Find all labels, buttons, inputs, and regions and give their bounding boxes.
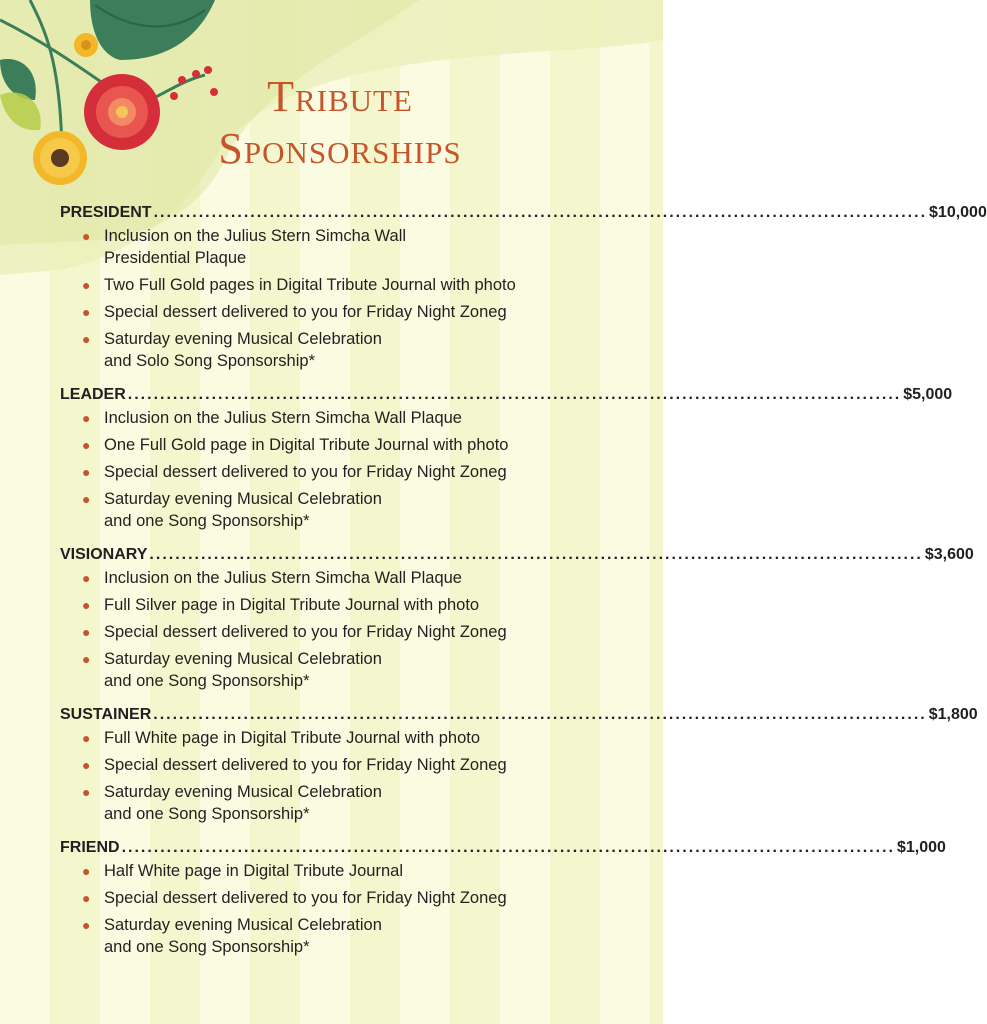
- benefit-item: [82, 781, 605, 825]
- bullet-icon: ●: [82, 410, 91, 426]
- title-line-2: Sponsorships: [218, 124, 462, 173]
- benefit-text: Saturday evening Musical Celebration and one Song Sponsorship*: [104, 783, 382, 823]
- bullet-icon: ●: [82, 624, 91, 640]
- dot-leader: ........................................................................................................................: [153, 706, 927, 723]
- tier-heading: [60, 706, 978, 727]
- large-leaf-icon: [90, 0, 215, 60]
- bullet-icon: ●: [82, 228, 91, 244]
- benefit-item: [82, 407, 605, 429]
- bullet-icon: ●: [82, 917, 91, 933]
- benefit-text: Saturday evening Musical Celebration and Solo Song Sponsorship*: [104, 330, 382, 370]
- bullet-icon: ●: [82, 491, 91, 507]
- bullet-icon: ●: [82, 331, 91, 347]
- benefit-item: [82, 488, 605, 532]
- benefit-item: [82, 461, 605, 483]
- benefit-text: Inclusion on the Julius Stern Simcha Wall Presidential Plaque: [104, 227, 407, 267]
- benefit-list: [60, 727, 605, 825]
- tier-price: $1,000: [897, 839, 946, 856]
- benefit-text: Saturday evening Musical Celebration and one Song Sponsorship*: [104, 916, 382, 956]
- bullet-icon: ●: [82, 437, 91, 453]
- tier-sustainer: [60, 706, 978, 825]
- benefit-text: Special dessert delivered to you for Friday Night Zoneg: [104, 303, 507, 321]
- benefit-item: [82, 887, 605, 909]
- benefit-text: Special dessert delivered to you for Friday Night Zoneg: [104, 623, 507, 641]
- benefit-text: Full Silver page in Digital Tribute Journal with photo: [104, 596, 480, 614]
- tier-price: $3,600: [924, 546, 974, 563]
- tier-visionary: [60, 546, 974, 692]
- benefit-list: [60, 567, 605, 692]
- benefit-list: [60, 407, 605, 532]
- tier-friend: [60, 839, 946, 958]
- benefit-item: [82, 594, 605, 616]
- tier-price: $1,800: [928, 706, 978, 723]
- bullet-icon: ●: [82, 863, 91, 879]
- bullet-icon: ●: [82, 651, 91, 667]
- bullet-icon: ●: [82, 597, 91, 613]
- dot-leader: ........................................................................................................................: [153, 204, 928, 221]
- benefit-item: [82, 328, 605, 372]
- benefit-text: Full White page in Digital Tribute Journal with photo: [104, 729, 481, 747]
- benefit-item: [82, 860, 605, 882]
- benefit-item: [82, 274, 605, 296]
- page-title: [175, 72, 505, 173]
- sponsorship-list: [60, 204, 987, 972]
- benefit-text: One Full Gold page in Digital Tribute Journal with photo: [104, 436, 509, 454]
- tier-name: SUSTAINER: [60, 706, 152, 723]
- yellow-bud-icon: [74, 33, 98, 57]
- bullet-icon: ●: [82, 784, 91, 800]
- dot-leader: ........................................................................................................................: [121, 839, 895, 856]
- benefit-text: Inclusion on the Julius Stern Simcha Wall Plaque: [104, 569, 462, 587]
- sunflower-icon: [33, 131, 87, 185]
- dot-leader: ........................................................................................................................: [149, 546, 923, 563]
- bullet-icon: ●: [82, 757, 91, 773]
- tier-leader: [60, 386, 953, 532]
- tier-name: FRIEND: [60, 839, 120, 856]
- bullet-icon: ●: [82, 570, 91, 586]
- benefit-text: Two Full Gold pages in Digital Tribute Journal with photo: [104, 276, 516, 294]
- benefit-item: [82, 914, 605, 958]
- benefit-text: Special dessert delivered to you for Friday Night Zoneg: [104, 889, 507, 907]
- benefit-item: [82, 754, 605, 776]
- tier-name: PRESIDENT: [60, 204, 152, 221]
- bullet-icon: ●: [82, 464, 91, 480]
- benefit-text: Special dessert delivered to you for Friday Night Zoneg: [104, 756, 507, 774]
- benefit-text: Half White page in Digital Tribute Journal: [104, 862, 403, 880]
- benefit-item: [82, 225, 605, 269]
- bullet-icon: ●: [82, 304, 91, 320]
- benefit-text: Special dessert delivered to you for Friday Night Zoneg: [104, 463, 507, 481]
- benefit-item: [82, 648, 605, 692]
- benefit-list: [60, 225, 605, 372]
- benefit-item: [82, 621, 605, 643]
- dot-leader: ........................................................................................................................: [127, 386, 902, 403]
- benefit-item: [82, 301, 605, 323]
- title-line-1: Tribute: [267, 72, 413, 121]
- bullet-icon: ●: [82, 277, 91, 293]
- benefit-list: [60, 860, 605, 958]
- benefit-text: Saturday evening Musical Celebration and one Song Sponsorship*: [104, 490, 382, 530]
- tier-heading: [60, 839, 946, 860]
- red-flower-icon: [84, 74, 160, 150]
- tier-president: [60, 204, 987, 372]
- tier-name: LEADER: [60, 386, 126, 403]
- tier-price: $10,000: [929, 204, 987, 221]
- bullet-icon: ●: [82, 890, 91, 906]
- benefit-item: [82, 567, 605, 589]
- benefit-item: [82, 434, 605, 456]
- tier-heading: [60, 386, 953, 407]
- tier-name: VISIONARY: [60, 546, 148, 563]
- tier-heading: [60, 204, 987, 225]
- benefit-text: Inclusion on the Julius Stern Simcha Wall Plaque: [104, 409, 462, 427]
- benefit-item: [82, 727, 605, 749]
- benefit-text: Saturday evening Musical Celebration and one Song Sponsorship*: [104, 650, 382, 690]
- bullet-icon: ●: [82, 730, 91, 746]
- tier-heading: [60, 546, 974, 567]
- tier-price: $5,000: [903, 386, 953, 403]
